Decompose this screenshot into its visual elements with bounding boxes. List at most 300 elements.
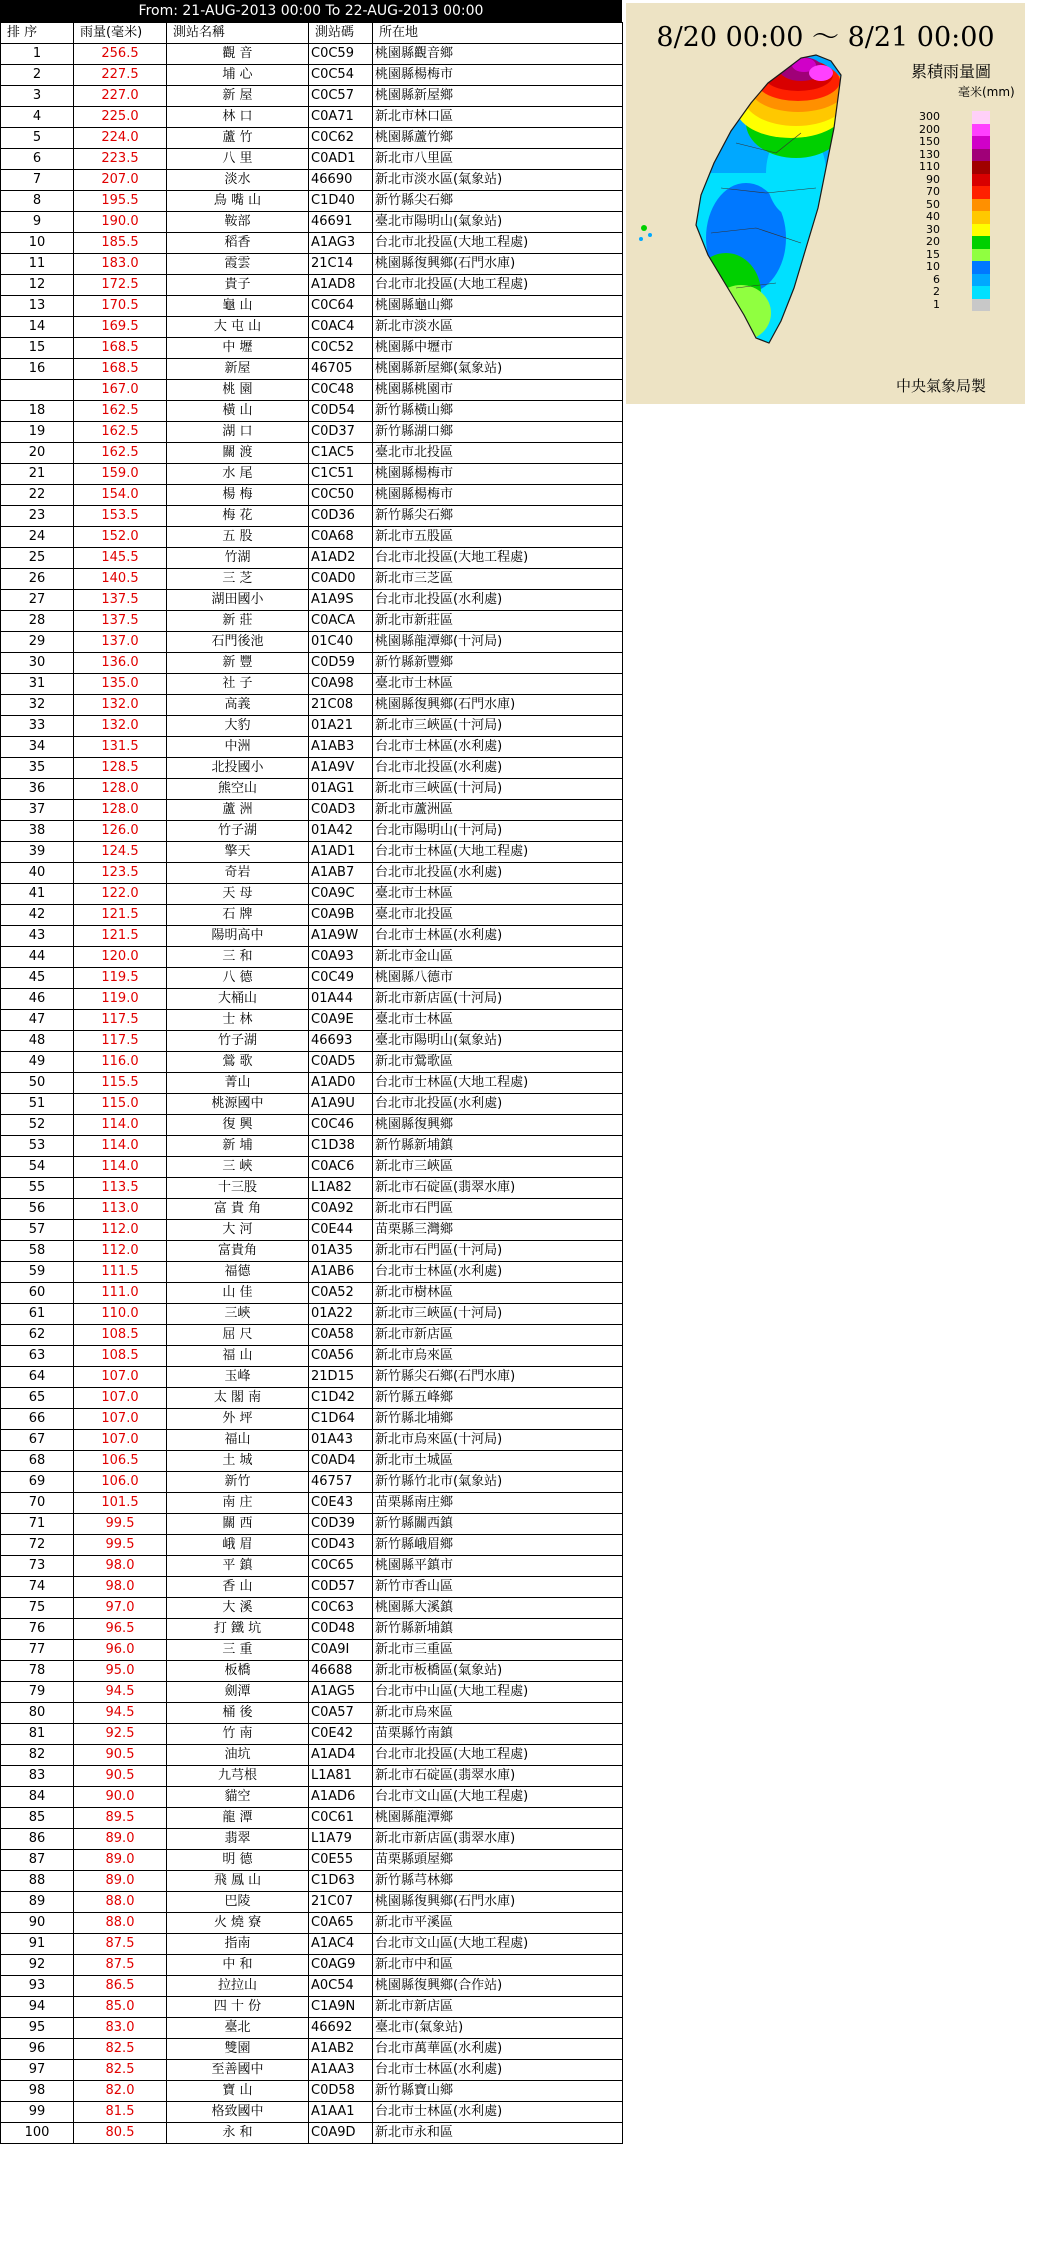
table-row [1,1304,623,1325]
location-cell: 新竹縣新豐鄉 [373,653,623,674]
legend-swatch [972,236,990,249]
table-row [1,653,623,674]
rank-cell: 95 [1,2018,74,2039]
rainfall-cell: 170.5 [74,296,167,317]
location-cell: 新北市石門區 [373,1199,623,1220]
station-code-cell: A1AD2 [309,548,373,569]
rank-cell: 89 [1,1892,74,1913]
location-cell: 台北市萬華區(水利處) [373,2039,623,2060]
rainfall-cell: 89.0 [74,1850,167,1871]
location-cell: 台北市北投區(水利處) [373,590,623,611]
rank-cell: 66 [1,1409,74,1430]
rainfall-cell: 162.5 [74,422,167,443]
table-row [1,758,623,779]
station-code-cell: C1D38 [309,1136,373,1157]
station-name-cell: 貓空 [167,1787,309,1808]
station-code-cell: 01A44 [309,989,373,1010]
table-row [1,275,623,296]
rainfall-cell: 119.5 [74,968,167,989]
station-name-cell: 雙園 [167,2039,309,2060]
station-name-cell: 社 子 [167,674,309,695]
legend-label: 20 [926,235,940,248]
rank-cell: 5 [1,128,74,149]
rank-cell: 71 [1,1514,74,1535]
station-name-cell: 大桶山 [167,989,309,1010]
table-row [1,1556,623,1577]
table-row [1,1241,623,1262]
station-name-cell: 香 山 [167,1577,309,1598]
table-row [1,1220,623,1241]
table-row [1,1682,623,1703]
station-name-cell: 中 壢 [167,338,309,359]
rank-cell: 12 [1,275,74,296]
location-cell: 新北市五股區 [373,527,623,548]
location-cell: 新北市石門區(十河局) [373,1241,623,1262]
table-row [1,1892,623,1913]
rainfall-cell: 128.0 [74,779,167,800]
table-row [1,380,623,401]
location-cell: 苗栗縣頭屋鄉 [373,1850,623,1871]
rank-cell: 91 [1,1934,74,1955]
map-title: 累積雨量圖 [911,62,992,81]
rank-cell: 14 [1,317,74,338]
rainfall-cell: 137.5 [74,590,167,611]
location-cell: 新竹縣新埔鎮 [373,1619,623,1640]
table-row [1,884,623,905]
rainfall-cell: 110.0 [74,1304,167,1325]
rainfall-cell: 135.0 [74,674,167,695]
header-station-code: 測站碼 [309,23,373,44]
legend-label: 15 [926,247,940,261]
location-cell: 新竹縣峨眉鄉 [373,1535,623,1556]
location-cell: 新北市三芝區 [373,569,623,590]
rank-cell: 46 [1,989,74,1010]
rank-cell: 19 [1,422,74,443]
header-rainfall: 雨量(毫米) [74,23,167,44]
location-cell: 台北市北投區(大地工程處) [373,548,623,569]
rainfall-cell: 99.5 [74,1535,167,1556]
rainfall-cell: 106.0 [74,1472,167,1493]
station-code-cell: C0D39 [309,1514,373,1535]
rainfall-cell: 154.0 [74,485,167,506]
header-station-name: 測站名稱 [167,23,309,44]
location-cell: 新竹縣北埔鄉 [373,1409,623,1430]
station-name-cell: 擎天 [167,842,309,863]
location-cell: 桃園縣楊梅市 [373,485,623,506]
rainfall-cell: 96.0 [74,1640,167,1661]
location-cell: 臺北市士林區 [373,884,623,905]
legend-swatch [972,136,990,149]
station-code-cell: A1A9W [309,926,373,947]
rainfall-cell: 82.0 [74,2081,167,2102]
station-name-cell: 新 埔 [167,1136,309,1157]
station-name-cell: 石門後池 [167,632,309,653]
station-name-cell: 桶 後 [167,1703,309,1724]
rainfall-cell: 140.5 [74,569,167,590]
rainfall-color-field [686,43,856,353]
station-name-cell: 大 屯 山 [167,317,309,338]
table-row [1,1577,623,1598]
station-name-cell: 外 坪 [167,1409,309,1430]
station-name-cell: 關 渡 [167,443,309,464]
station-name-cell: 福 山 [167,1346,309,1367]
table-row [1,968,623,989]
table-row [1,1388,623,1409]
table-row [1,1514,623,1535]
rainfall-cell: 92.5 [74,1724,167,1745]
rank-cell: 11 [1,254,74,275]
station-code-cell: C0A71 [309,107,373,128]
rank-cell: 45 [1,968,74,989]
station-name-cell: 峨 眉 [167,1535,309,1556]
station-name-cell: 劍潭 [167,1682,309,1703]
station-name-cell: 福德 [167,1262,309,1283]
station-name-cell: 十三股 [167,1178,309,1199]
station-code-cell: C0C61 [309,1808,373,1829]
station-code-cell: C0C64 [309,296,373,317]
legend-label: 30 [926,222,940,236]
rank-cell: 25 [1,548,74,569]
station-name-cell: 屈 尺 [167,1325,309,1346]
rank-cell: 13 [1,296,74,317]
rainfall-cell: 153.5 [74,506,167,527]
rainfall-cell: 119.0 [74,989,167,1010]
table-row [1,842,623,863]
table-row [1,1766,623,1787]
rank-cell: 35 [1,758,74,779]
station-code-cell: A1A9V [309,758,373,779]
station-name-cell: 新 莊 [167,611,309,632]
station-code-cell: A1AB2 [309,2039,373,2060]
rank-cell: 70 [1,1493,74,1514]
station-code-cell: A1AD8 [309,275,373,296]
location-cell: 新北市三重區 [373,1640,623,1661]
rainfall-cell: 108.5 [74,1325,167,1346]
rainfall-cell: 114.0 [74,1136,167,1157]
rank-cell: 84 [1,1787,74,1808]
station-code-cell: 46690 [309,170,373,191]
rank-cell: 74 [1,1577,74,1598]
rank-cell: 32 [1,695,74,716]
rainfall-cell: 159.0 [74,464,167,485]
rainfall-cell: 123.5 [74,863,167,884]
location-cell: 臺北市北投區 [373,905,623,926]
location-cell: 新竹縣尖石鄉 [373,191,623,212]
rainfall-cell: 82.5 [74,2060,167,2081]
location-cell: 桃園縣復興鄉(石門水庫) [373,254,623,275]
rank-cell: 37 [1,800,74,821]
station-code-cell: C0AD0 [309,569,373,590]
legend-swatch [972,261,990,274]
table-row [1,1157,623,1178]
rainfall-cell: 82.5 [74,2039,167,2060]
table-row [1,1178,623,1199]
legend-swatch [972,174,990,187]
location-cell: 台北市北投區(水利處) [373,1094,623,1115]
location-cell: 新竹市香山區 [373,1577,623,1598]
station-code-cell: C0C46 [309,1115,373,1136]
station-code-cell: A1AC4 [309,1934,373,1955]
location-cell: 新北市永和區 [373,2123,623,2144]
table-row [1,1955,623,1976]
table-row [1,170,623,191]
table-row [1,1976,623,1997]
rank-cell: 9 [1,212,74,233]
rank-cell: 73 [1,1556,74,1577]
location-cell: 桃園縣龍潭鄉 [373,1808,623,1829]
rainfall-cell: 117.5 [74,1031,167,1052]
station-code-cell: C1D42 [309,1388,373,1409]
rainfall-cell: 167.0 [74,380,167,401]
station-name-cell: 三 峽 [167,1157,309,1178]
station-code-cell: C1D64 [309,1409,373,1430]
station-code-cell: 46757 [309,1472,373,1493]
rainfall-cell: 227.5 [74,65,167,86]
station-code-cell: C0A56 [309,1346,373,1367]
legend-swatch [972,249,990,262]
station-code-cell: 01A35 [309,1241,373,1262]
rainfall-cell: 98.0 [74,1556,167,1577]
rainfall-cell: 81.5 [74,2102,167,2123]
location-cell: 新北市三峽區(十河局) [373,1304,623,1325]
location-cell: 新北市烏來區(十河局) [373,1430,623,1451]
table-row [1,1346,623,1367]
station-code-cell: C0A52 [309,1283,373,1304]
table-row [1,611,623,632]
table-row [1,632,623,653]
table-row [1,527,623,548]
location-cell: 新北市烏來區 [373,1346,623,1367]
table-row [1,1451,623,1472]
station-name-cell: 新 豐 [167,653,309,674]
rank-cell: 77 [1,1640,74,1661]
rainfall-cell: 112.0 [74,1241,167,1262]
station-code-cell: 21C14 [309,254,373,275]
rank-cell: 29 [1,632,74,653]
rank-cell: 54 [1,1157,74,1178]
station-name-cell: 九芎根 [167,1766,309,1787]
rank-cell: 75 [1,1598,74,1619]
station-code-cell: C0AC4 [309,317,373,338]
location-cell: 台北市文山區(大地工程處) [373,1934,623,1955]
rank-cell: 82 [1,1745,74,1766]
location-cell: 新竹縣芎林鄉 [373,1871,623,1892]
station-name-cell: 三 和 [167,947,309,968]
table-row [1,212,623,233]
station-code-cell: C0A9E [309,1010,373,1031]
table-row [1,2060,623,2081]
station-name-cell: 油坑 [167,1745,309,1766]
station-code-cell: C1AC5 [309,443,373,464]
rainfall-cell: 88.0 [74,1913,167,1934]
station-code-cell: C0A98 [309,674,373,695]
station-name-cell: 臺北 [167,2018,309,2039]
location-cell: 台北市士林區(大地工程處) [373,1073,623,1094]
table-row [1,548,623,569]
location-cell: 桃園縣楊梅市 [373,65,623,86]
rank-cell: 50 [1,1073,74,1094]
legend-label: 90 [926,172,940,186]
location-cell: 台北市士林區(水利處) [373,737,623,758]
rank-cell: 18 [1,401,74,422]
station-code-cell: A1AA1 [309,2102,373,2123]
table-row [1,1787,623,1808]
location-cell: 桃園縣觀音鄉 [373,44,623,65]
rainfall-cell: 86.5 [74,1976,167,1997]
table-row [1,1913,623,1934]
station-name-cell: 新 屋 [167,86,309,107]
table-row [1,569,623,590]
station-name-cell: 八 里 [167,149,309,170]
station-name-cell: 桃源國中 [167,1094,309,1115]
rainfall-cell: 90.5 [74,1766,167,1787]
rainfall-cell: 168.5 [74,338,167,359]
location-cell: 苗栗縣南庄鄉 [373,1493,623,1514]
station-name-cell: 福山 [167,1430,309,1451]
rainfall-cell: 227.0 [74,86,167,107]
rank-cell: 48 [1,1031,74,1052]
station-name-cell: 永 和 [167,2123,309,2144]
rainfall-cell: 114.0 [74,1115,167,1136]
location-cell: 新竹縣五峰鄉 [373,1388,623,1409]
legend-label: 1 [933,297,940,311]
rank-cell: 15 [1,338,74,359]
rainfall-cell: 168.5 [74,359,167,380]
station-name-cell: 打 鐵 坑 [167,1619,309,1640]
table-row [1,1283,623,1304]
table-row [1,1010,623,1031]
station-code-cell: A1A9S [309,590,373,611]
table-row [1,1073,623,1094]
station-code-cell: 46693 [309,1031,373,1052]
rank-cell: 26 [1,569,74,590]
rainfall-cell: 98.0 [74,1577,167,1598]
station-name-cell: 明 德 [167,1850,309,1871]
legend-swatch [972,111,990,124]
station-name-cell: 八 德 [167,968,309,989]
location-cell: 台北市中山區(大地工程處) [373,1682,623,1703]
station-code-cell: L1A79 [309,1829,373,1850]
legend-swatch [972,299,990,312]
location-cell: 苗栗縣三灣鄉 [373,1220,623,1241]
station-name-cell: 五 股 [167,527,309,548]
station-code-cell: C0A9D [309,2123,373,2144]
location-cell: 臺北市北投區 [373,443,623,464]
rainfall-cell: 223.5 [74,149,167,170]
rank-cell: 65 [1,1388,74,1409]
station-code-cell: C0A92 [309,1199,373,1220]
station-code-cell: C0AG9 [309,1955,373,1976]
map-unit: 毫米(mm) [958,85,1015,99]
location-cell: 臺北市士林區 [373,674,623,695]
map-credit: 中央氣象局製 [896,377,987,395]
rainfall-ranking-table [0,22,623,2144]
rank-cell: 87 [1,1850,74,1871]
station-code-cell: C0D43 [309,1535,373,1556]
location-cell: 新北市蘆洲區 [373,800,623,821]
table-row [1,1598,623,1619]
rainfall-cell: 172.5 [74,275,167,296]
station-name-cell: 飛 鳳 山 [167,1871,309,1892]
legend-label: 70 [926,185,940,198]
rank-cell: 52 [1,1115,74,1136]
rainfall-cell: 128.5 [74,758,167,779]
station-name-cell: 新竹 [167,1472,309,1493]
station-name-cell: 格致國中 [167,2102,309,2123]
location-cell: 新北市石碇區(翡翠水庫) [373,1178,623,1199]
station-name-cell: 三 芝 [167,569,309,590]
table-row [1,590,623,611]
legend-swatch [972,211,990,224]
rank-cell: 83 [1,1766,74,1787]
table-row [1,359,623,380]
location-cell: 桃園縣復興鄉(合作站) [373,1976,623,1997]
station-name-cell: 梅 花 [167,506,309,527]
station-code-cell: 21C07 [309,1892,373,1913]
legend-swatch [972,286,990,299]
table-row [1,1430,623,1451]
table-row [1,485,623,506]
rainfall-cell: 99.5 [74,1514,167,1535]
legend-label: 200 [919,122,940,136]
station-name-cell: 高義 [167,695,309,716]
rainfall-cell: 83.0 [74,2018,167,2039]
rainfall-cell: 106.5 [74,1451,167,1472]
legend-swatch [972,199,990,212]
rank-cell: 20 [1,443,74,464]
station-name-cell: 中 和 [167,1955,309,1976]
location-cell: 桃園縣蘆竹鄉 [373,128,623,149]
table-row [1,422,623,443]
station-name-cell: 士 林 [167,1010,309,1031]
location-cell: 臺北市陽明山(氣象站) [373,1031,623,1052]
rainfall-cell: 195.5 [74,191,167,212]
rainfall-cell: 85.0 [74,1997,167,2018]
legend-label: 130 [919,147,940,161]
table-row [1,86,623,107]
station-name-cell: 指南 [167,1934,309,1955]
station-code-cell: 21C08 [309,695,373,716]
rank-cell: 69 [1,1472,74,1493]
table-row [1,1808,623,1829]
rank-cell: 36 [1,779,74,800]
rainfall-cell: 121.5 [74,926,167,947]
station-code-cell: A1AB7 [309,863,373,884]
location-cell: 新北市板橋區(氣象站) [373,1661,623,1682]
location-cell: 苗栗縣竹南鎮 [373,1724,623,1745]
station-code-cell: C0AD3 [309,800,373,821]
location-cell: 桃園縣復興鄉(石門水庫) [373,1892,623,1913]
station-code-cell: C0C57 [309,86,373,107]
rank-cell: 99 [1,2102,74,2123]
legend-label: 150 [919,135,940,148]
table-header-row [1,23,623,44]
rank-cell: 61 [1,1304,74,1325]
table-row [1,905,623,926]
station-code-cell: A1AB3 [309,737,373,758]
legend-swatch [972,149,990,162]
rank-cell: 30 [1,653,74,674]
rank-cell [1,380,74,401]
station-name-cell: 竹湖 [167,548,309,569]
rank-cell: 60 [1,1283,74,1304]
rank-cell: 79 [1,1682,74,1703]
station-name-cell: 蘆 竹 [167,128,309,149]
rank-cell: 47 [1,1010,74,1031]
station-name-cell: 龍 潭 [167,1808,309,1829]
rank-cell: 58 [1,1241,74,1262]
rainfall-cell: 95.0 [74,1661,167,1682]
